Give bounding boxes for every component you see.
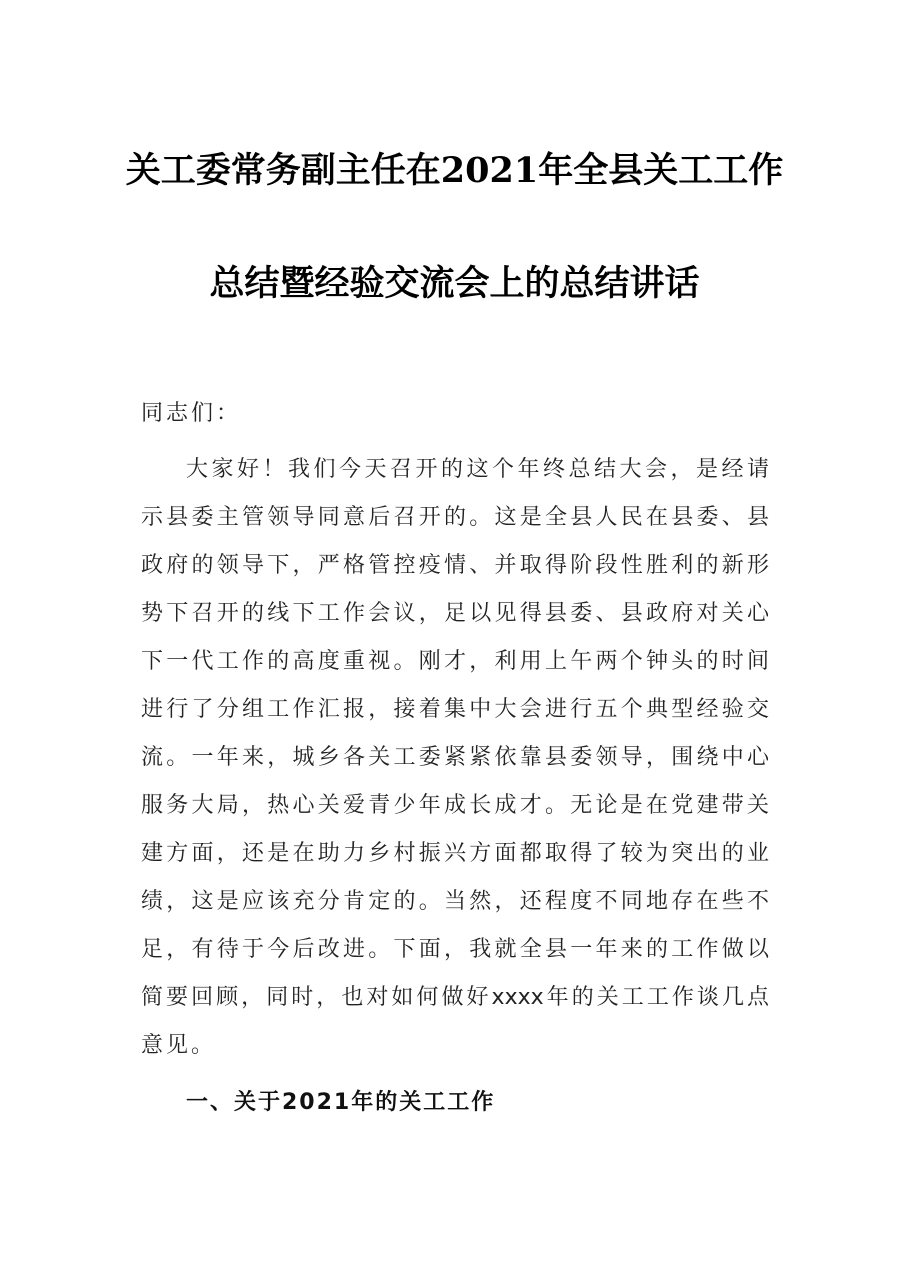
paragraph-line: 简要回顾，同时，也对如何做好xxxx年的关工工作谈几点 xyxy=(141,985,769,1010)
paragraph-line: 大家好！我们今天召开的这个年终总结大会，是经请 xyxy=(186,457,769,482)
document-title-line-2: 总结暨经验交流会上的总结讲话 xyxy=(209,263,700,304)
paragraph-line: 势下召开的线下工作会议，足以见得县委、县政府对关心 xyxy=(141,601,769,626)
paragraph-line: 下一代工作的高度重视。刚才，利用上午两个钟头的时间 xyxy=(141,649,769,674)
document-title-line-1: 关工委常务副主任在2021年全县关工工作 xyxy=(125,150,784,191)
paragraph-line: 绩，这是应该充分肯定的。当然，还程度不同地存在些不 xyxy=(141,889,769,914)
paragraph-line: 意见。 xyxy=(141,1033,217,1058)
salutation: 同志们： xyxy=(141,401,242,426)
section-heading: 一、关于2021年的关工工作 xyxy=(186,1090,496,1115)
paragraph-line: 服务大局，热心关爱青少年成长成才。无论是在党建带关 xyxy=(141,793,769,818)
paragraph-line: 流。一年来，城乡各关工委紧紧依靠县委领导，围绕中心 xyxy=(141,745,769,770)
paragraph-line: 建方面，还是在助力乡村振兴方面都取得了较为突出的业 xyxy=(141,841,769,866)
paragraph-line: 政府的领导下，严格管控疫情、并取得阶段性胜利的新形 xyxy=(141,553,769,578)
paragraph-line: 示县委主管领导同意后召开的。这是全县人民在县委、县 xyxy=(141,505,769,530)
paragraph-line: 足，有待于今后改进。下面，我就全县一年来的工作做以 xyxy=(141,937,769,962)
paragraph-line: 进行了分组工作汇报，接着集中大会进行五个典型经验交 xyxy=(141,697,769,722)
